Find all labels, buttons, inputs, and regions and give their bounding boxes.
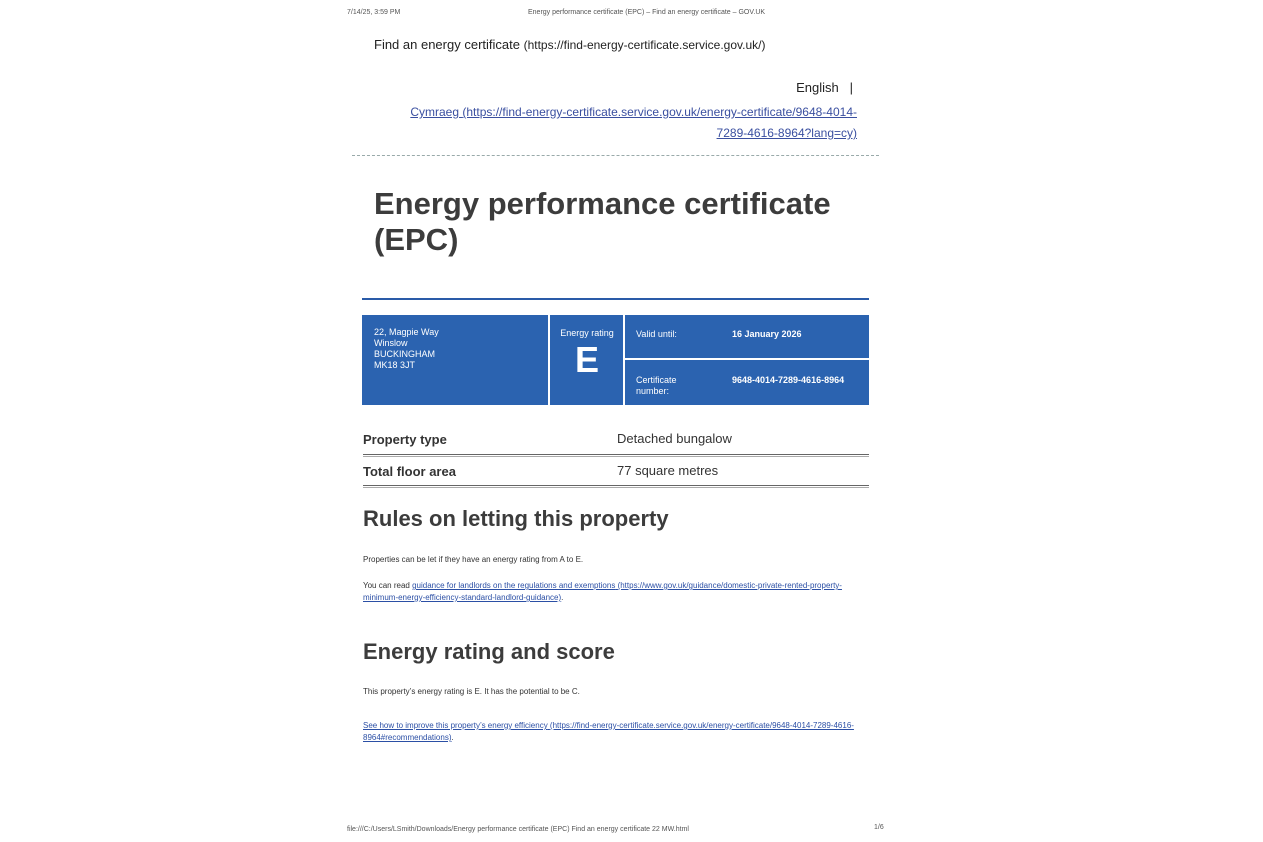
improve-suffix: . (451, 733, 454, 742)
guidance-link-label[interactable]: guidance for landlords on the regulations and exemptions (412, 581, 616, 590)
improve-efficiency-link[interactable] (363, 721, 854, 742)
valid-until-value: 16 January 2026 (732, 329, 802, 339)
guidance-prefix: You can read (363, 581, 413, 590)
letting-guidance (363, 580, 873, 604)
language-cymraeg-link[interactable] (410, 105, 857, 140)
property-type-value: Detached bungalow (617, 431, 732, 446)
energy-rating-label: Energy rating (560, 328, 614, 338)
language-english-label: English (796, 80, 839, 95)
row-rule-1 (363, 454, 869, 455)
epc-summary-box (362, 315, 869, 405)
certificate-number-value: 9648-4014-7289-4616-8964 (732, 375, 845, 385)
language-english (796, 80, 853, 95)
property-address (374, 327, 439, 371)
property-type-label: Property type (363, 432, 447, 447)
energy-rating-letter: E (574, 339, 599, 380)
title-rule (362, 298, 869, 300)
box-divider-2 (623, 315, 625, 405)
improve-link-label[interactable]: See how to improve this property’s energy efficiency (363, 721, 548, 730)
rating-heading: Energy rating and score (363, 639, 615, 664)
header-divider (352, 155, 879, 156)
print-page-title: Energy performance certificate (EPC) – Find an energy certificate – GOV.UK (528, 9, 766, 16)
guidance-suffix: . (561, 593, 564, 602)
address-line-4: MK18 3JT (374, 360, 416, 370)
box-divider-3 (625, 358, 869, 360)
valid-until-label: Valid until: (636, 329, 677, 339)
print-footer-path: file:///C:/Users/LSmith/Downloads/Energy performance certificate (EPC) Find an energy certificate 22 MW.html (347, 826, 689, 833)
address-line-2: Winslow (374, 338, 408, 348)
address-line-1: 22, Magpie Way (374, 327, 439, 337)
guidance-link-url[interactable]: (https://www.gov.uk/guidance/domestic-private-rented-property-minimum-energy-efficiency-standard-landlord-guidance) (363, 581, 842, 602)
language-cymraeg-label[interactable]: Cymraeg (410, 105, 460, 119)
rating-text: This property’s energy rating is E. It has the potential to be C. (363, 687, 580, 696)
address-line-3: BUCKINGHAM (374, 349, 436, 359)
site-url: (https://find-energy-certificate.service.gov.uk/) (523, 38, 766, 52)
letting-text: Properties can be let if they have an energy rating from A to E. (363, 555, 584, 564)
print-datetime: 7/14/25, 3:59 PM (347, 9, 401, 16)
language-cymraeg-url[interactable]: (https://find-energy-certificate.service.gov.uk/energy-certificate/9648-4014-7289-4616-8964?lang=cy) (462, 105, 857, 140)
row-rule-1b (363, 456, 869, 457)
site-title (374, 37, 765, 52)
floor-area-value: 77 square metres (617, 463, 719, 478)
language-separator: | (849, 80, 853, 95)
row-rule-2b (363, 487, 869, 488)
site-title-text: Find an energy certificate (374, 37, 520, 52)
letting-heading: Rules on letting this property (363, 506, 669, 531)
guidance-link[interactable] (363, 581, 842, 602)
language-cymraeg[interactable] (387, 102, 857, 144)
page-title: Energy performance certificate (EPC) (374, 186, 831, 257)
box-divider-1 (548, 315, 550, 405)
print-footer-page: 1/6 (874, 824, 884, 831)
improve-efficiency (363, 720, 873, 744)
row-rule-2 (363, 485, 869, 486)
certificate-number-label: Certificate number: (636, 375, 677, 396)
floor-area-label: Total floor area (363, 464, 456, 479)
improve-link-url[interactable]: (https://find-energy-certificate.service.gov.uk/energy-certificate/9648-4014-7289-4616-8964#recommendations) (363, 721, 854, 742)
